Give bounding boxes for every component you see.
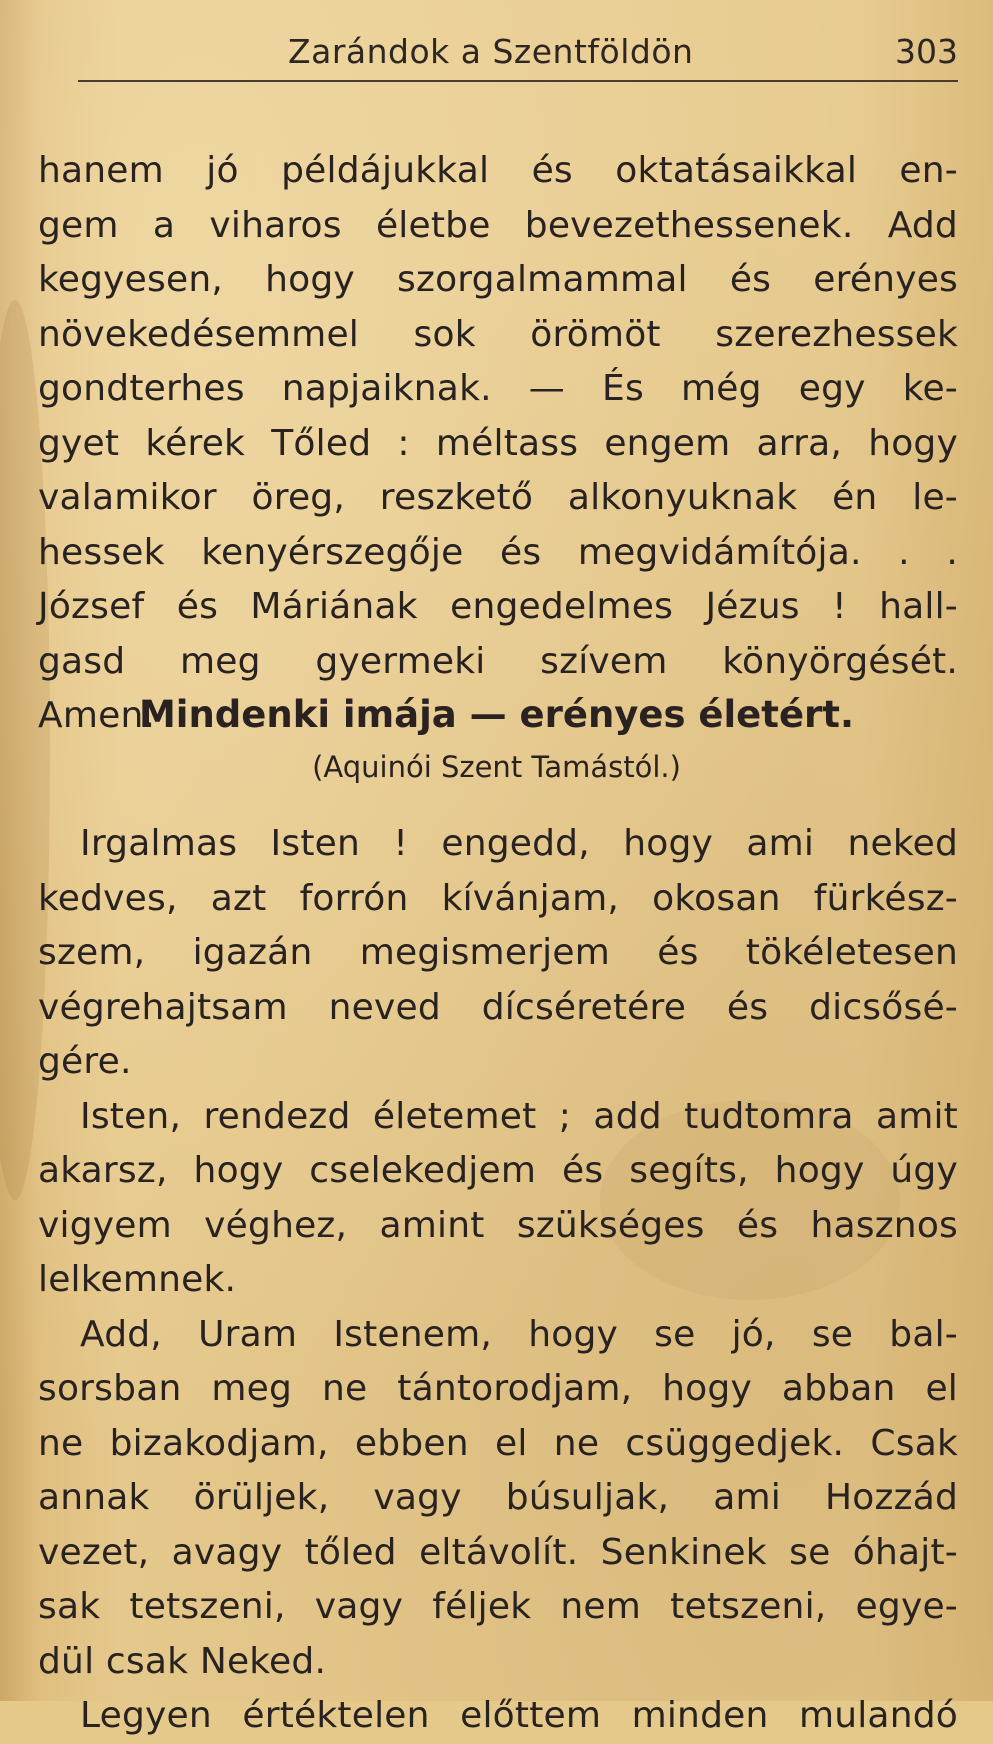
text-line: gem a viharos életbe bevezethessenek. Add xyxy=(38,204,958,246)
body-text-section-2 xyxy=(38,817,958,1744)
text-line: szem, igazán megismerjem és tökéletesen xyxy=(38,932,958,973)
page-number: 303 xyxy=(895,32,958,71)
text-line: valamikor öreg, reszkető alkonyuknak én le- xyxy=(38,477,958,518)
body-text-section-1 xyxy=(38,144,958,744)
text-line: gére. xyxy=(38,1041,132,1082)
page-header xyxy=(78,22,958,78)
prayer-source: (Aquinói Szent Tamástól.) xyxy=(312,750,681,784)
text-line: annak örüljek, vagy búsuljak, ami Hozzád xyxy=(38,1477,958,1518)
running-title: Zarándok a Szentföldön xyxy=(288,32,694,71)
text-line: sak tetszeni, vagy féljek nem tetszeni, egye- xyxy=(38,1586,958,1627)
text-line: gyet kérek Tőled : méltass engem arra, hogy xyxy=(38,422,958,464)
text-line: hessek kenyérszegője és megvidámítója. . . xyxy=(38,531,958,573)
text-line: Legyen értéktelen előttem minden mulandó xyxy=(80,1695,958,1736)
text-line: kegyesen, hogy szorgalmammal és erényes xyxy=(38,259,958,300)
text-line: dül csak Neked. xyxy=(38,1640,327,1682)
prayer-title: Mindenki imája — erényes életért. xyxy=(138,693,855,736)
text-line: Add, Uram Istenem, hogy se jó, se bal- xyxy=(80,1313,958,1355)
text-line: lelkemnek. xyxy=(38,1259,237,1300)
text-line: végrehajtsam neved dícséretére és dicsősé- xyxy=(38,986,958,1028)
text-line: vigyem véghez, amint szükséges és hasznos xyxy=(38,1204,958,1246)
text-line: Isten, rendezd életemet ; add tudtomra amit xyxy=(80,1095,958,1137)
text-line: gondterhes napjaiknak. — És még egy ke- xyxy=(38,368,958,409)
text-line: Irgalmas Isten ! engedd, hogy ami neked xyxy=(80,823,958,864)
text-line: növekedésemmel sok örömöt szerezhessek xyxy=(38,313,958,355)
text-line: ne bizakodjam, ebben el ne csüggedjek. Csak xyxy=(38,1422,958,1464)
text-line: akarsz, hogy cselekedjem és segíts, hogy úgy xyxy=(38,1150,958,1191)
text-line: kedves, azt forrón kívánjam, okosan fürkész- xyxy=(38,877,958,919)
text-line: vezet, avagy tőled eltávolít. Senkinek se óhajt- xyxy=(38,1531,958,1573)
text-line: hanem jó példájukkal és oktatásaikkal en- xyxy=(38,150,958,191)
text-line: gasd meg gyermeki szívem könyörgését. xyxy=(38,640,958,682)
text-line: József és Máriának engedelmes Jézus ! hall- xyxy=(38,586,958,627)
text-line: Amen. xyxy=(38,695,156,736)
header-rule xyxy=(78,80,958,82)
text-line: sorsban meg ne tántorodjam, hogy abban el xyxy=(38,1368,958,1409)
